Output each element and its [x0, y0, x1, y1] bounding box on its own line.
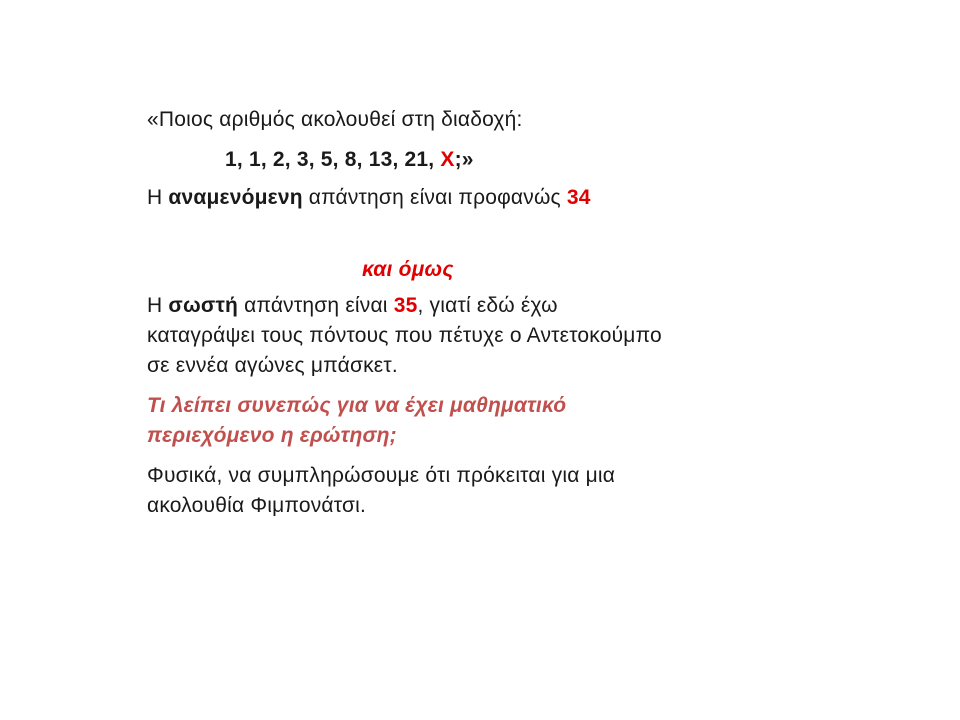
- sequence-close: ;»: [454, 148, 474, 171]
- question-line2: περιεχόμενο η ερώτηση;: [147, 424, 397, 447]
- correct-bold: σωστή: [168, 294, 239, 317]
- correct-line2: καταγράψει τους πόντους που πέτυχε ο Αντετοκούμπο: [147, 324, 662, 347]
- answer-line2: ακολουθία Φιμπονάτσι.: [147, 494, 367, 517]
- correct-line1-end: , γιατί εδώ έχω: [417, 294, 558, 317]
- final-answer: [147, 461, 827, 521]
- expected-answer: [147, 183, 827, 213]
- expected-value: 34: [566, 186, 591, 209]
- correct-pre: Η: [147, 294, 169, 317]
- expected-mid: απάντηση είναι προφανώς: [302, 186, 567, 209]
- correct-value: 35: [393, 294, 418, 317]
- correct-answer: [147, 291, 827, 381]
- correct-mid: απάντηση είναι: [238, 294, 394, 317]
- expected-pre: Η: [147, 186, 169, 209]
- question-line1: Τι λείπει συνεπώς για να έχει μαθηματικό: [147, 394, 567, 417]
- but-heading: [362, 255, 827, 285]
- fibonacci-sequence: [225, 145, 827, 175]
- sequence-numbers: 1, 1, 2, 3, 5, 8, 13, 21,: [225, 148, 441, 171]
- slide-body: [147, 105, 827, 521]
- answer-line1: Φυσικά, να συμπληρώσουμε ότι πρόκειται για μια: [147, 464, 616, 487]
- expected-bold: αναμενόμενη: [168, 186, 303, 209]
- follow-up-question: [147, 391, 827, 451]
- question-intro: [147, 105, 827, 135]
- sequence-unknown: X: [440, 148, 455, 171]
- question-intro-text: «Ποιος αριθμός ακολουθεί στη διαδοχή:: [147, 108, 523, 131]
- but-text: και όμως: [362, 258, 454, 281]
- correct-line3: σε εννέα αγώνες μπάσκετ.: [147, 354, 398, 377]
